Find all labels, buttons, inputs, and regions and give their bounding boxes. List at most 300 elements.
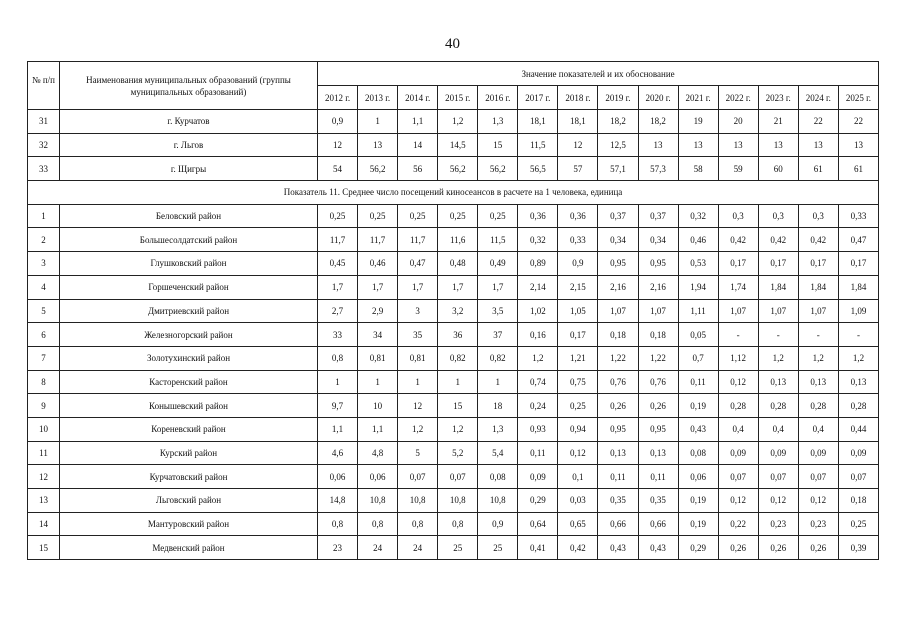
- value-cell: 0,12: [718, 489, 758, 513]
- value-cell: 0,49: [478, 252, 518, 276]
- value-cell: 10: [358, 394, 398, 418]
- value-cell: 0,46: [678, 228, 718, 252]
- value-cell: 13: [638, 133, 678, 157]
- row-number: 15: [28, 536, 60, 560]
- value-cell: 1,84: [838, 275, 878, 299]
- value-cell: 11,6: [438, 228, 478, 252]
- municipality-name: Мантуровский район: [60, 512, 318, 536]
- row-number: 31: [28, 110, 60, 134]
- value-cell: 57,3: [638, 157, 678, 181]
- page-number: 40: [445, 36, 460, 52]
- value-cell: 2,14: [518, 275, 558, 299]
- value-cell: 0,74: [518, 370, 558, 394]
- value-cell: 1,07: [638, 299, 678, 323]
- value-cell: 11,5: [478, 228, 518, 252]
- value-cell: 0,17: [718, 252, 758, 276]
- municipality-name: Кореневский район: [60, 417, 318, 441]
- table-row: [28, 536, 879, 560]
- value-cell: 0,12: [718, 370, 758, 394]
- header-year: 2015 г.: [438, 86, 478, 110]
- header-year: 2025 г.: [838, 86, 878, 110]
- value-cell: 0,07: [838, 465, 878, 489]
- value-cell: 0,17: [558, 323, 598, 347]
- value-cell: 0,03: [558, 489, 598, 513]
- value-cell: 0,19: [678, 394, 718, 418]
- value-cell: 0,25: [478, 204, 518, 228]
- value-cell: 0,36: [558, 204, 598, 228]
- value-cell: 56,2: [478, 157, 518, 181]
- value-cell: 5,2: [438, 441, 478, 465]
- value-cell: 21: [758, 110, 798, 134]
- value-cell: 0,26: [638, 394, 678, 418]
- value-cell: 0,26: [798, 536, 838, 560]
- value-cell: 0,25: [318, 204, 358, 228]
- value-cell: 0,17: [798, 252, 838, 276]
- value-cell: 0,45: [318, 252, 358, 276]
- value-cell: 10,8: [438, 489, 478, 513]
- value-cell: 18,1: [518, 110, 558, 134]
- value-cell: 22: [838, 110, 878, 134]
- header-year: 2016 г.: [478, 86, 518, 110]
- value-cell: 1,02: [518, 299, 558, 323]
- value-cell: 0,26: [758, 536, 798, 560]
- value-cell: 0,81: [358, 346, 398, 370]
- value-cell: 0,95: [638, 417, 678, 441]
- value-cell: 13: [838, 133, 878, 157]
- value-cell: 4,8: [358, 441, 398, 465]
- value-cell: 0,33: [838, 204, 878, 228]
- table-row: [28, 252, 879, 276]
- value-cell: 0,13: [638, 441, 678, 465]
- value-cell: 0,3: [798, 204, 838, 228]
- value-cell: 0,28: [758, 394, 798, 418]
- value-cell: 0,8: [318, 512, 358, 536]
- value-cell: 0,42: [798, 228, 838, 252]
- row-number: 3: [28, 252, 60, 276]
- value-cell: 18,1: [558, 110, 598, 134]
- value-cell: 0,95: [638, 252, 678, 276]
- value-cell: 0,07: [798, 465, 838, 489]
- value-cell: 1,7: [358, 275, 398, 299]
- value-cell: 1,2: [758, 346, 798, 370]
- value-cell: 24: [398, 536, 438, 560]
- municipality-name: Конышевский район: [60, 394, 318, 418]
- value-cell: 0,25: [358, 204, 398, 228]
- value-cell: 0,76: [638, 370, 678, 394]
- value-cell: 0,32: [518, 228, 558, 252]
- value-cell: 1,2: [438, 110, 478, 134]
- value-cell: 0,8: [358, 512, 398, 536]
- value-cell: 0,95: [598, 417, 638, 441]
- value-cell: 0,19: [678, 512, 718, 536]
- value-cell: 0,32: [678, 204, 718, 228]
- value-cell: 56: [398, 157, 438, 181]
- value-cell: 10,8: [478, 489, 518, 513]
- value-cell: 35: [398, 323, 438, 347]
- value-cell: 0,11: [638, 465, 678, 489]
- value-cell: 0,36: [518, 204, 558, 228]
- value-cell: 1,1: [358, 417, 398, 441]
- table-row: [28, 133, 879, 157]
- value-cell: 1,21: [558, 346, 598, 370]
- value-cell: 0,24: [518, 394, 558, 418]
- value-cell: 0,09: [758, 441, 798, 465]
- value-cell: 1,3: [478, 110, 518, 134]
- value-cell: 0,81: [398, 346, 438, 370]
- municipality-name: Золотухинский район: [60, 346, 318, 370]
- header-year: 2021 г.: [678, 86, 718, 110]
- table-row: [28, 370, 879, 394]
- value-cell: 25: [478, 536, 518, 560]
- value-cell: 23: [318, 536, 358, 560]
- row-number: 11: [28, 441, 60, 465]
- value-cell: 0,33: [558, 228, 598, 252]
- table-row: [28, 489, 879, 513]
- value-cell: 33: [318, 323, 358, 347]
- value-cell: 1,1: [398, 110, 438, 134]
- value-cell: 18,2: [638, 110, 678, 134]
- value-cell: -: [718, 323, 758, 347]
- value-cell: 2,16: [598, 275, 638, 299]
- value-cell: 1,07: [598, 299, 638, 323]
- header-year: 2019 г.: [598, 86, 638, 110]
- row-number: 1: [28, 204, 60, 228]
- value-cell: 0,7: [678, 346, 718, 370]
- header-year: 2020 г.: [638, 86, 678, 110]
- value-cell: 0,18: [598, 323, 638, 347]
- header-year: 2017 г.: [518, 86, 558, 110]
- value-cell: 1,3: [478, 417, 518, 441]
- value-cell: 18,2: [598, 110, 638, 134]
- row-number: 2: [28, 228, 60, 252]
- value-cell: 1: [438, 370, 478, 394]
- value-cell: 0,46: [358, 252, 398, 276]
- value-cell: 0,25: [558, 394, 598, 418]
- value-cell: 1,2: [798, 346, 838, 370]
- value-cell: 1,07: [798, 299, 838, 323]
- value-cell: -: [838, 323, 878, 347]
- value-cell: 3,2: [438, 299, 478, 323]
- value-cell: 2,16: [638, 275, 678, 299]
- municipality-name: г. Курчатов: [60, 110, 318, 134]
- value-cell: 0,94: [558, 417, 598, 441]
- value-cell: 2,7: [318, 299, 358, 323]
- value-cell: 11,7: [318, 228, 358, 252]
- value-cell: 0,82: [478, 346, 518, 370]
- value-cell: 14: [398, 133, 438, 157]
- section-title: Показатель 11. Среднее число посещений киносеансов в расчете на 1 человека, единица: [28, 181, 879, 205]
- header-name: Наименования муниципальных образований (группы муниципальных образований): [60, 62, 318, 110]
- value-cell: 0,12: [758, 489, 798, 513]
- value-cell: 0,29: [518, 489, 558, 513]
- value-cell: 0,65: [558, 512, 598, 536]
- value-cell: 0,9: [478, 512, 518, 536]
- municipality-name: Дмитриевский район: [60, 299, 318, 323]
- value-cell: 1: [478, 370, 518, 394]
- row-number: 32: [28, 133, 60, 157]
- value-cell: 1,05: [558, 299, 598, 323]
- value-cell: 1,94: [678, 275, 718, 299]
- value-cell: 1,07: [758, 299, 798, 323]
- value-cell: 0,41: [518, 536, 558, 560]
- value-cell: 0,4: [798, 417, 838, 441]
- value-cell: 0,19: [678, 489, 718, 513]
- municipality-name: Касторенский район: [60, 370, 318, 394]
- value-cell: 0,3: [758, 204, 798, 228]
- value-cell: 0,43: [678, 417, 718, 441]
- value-cell: 1,7: [318, 275, 358, 299]
- value-cell: 11,7: [398, 228, 438, 252]
- value-cell: 0,23: [798, 512, 838, 536]
- value-cell: 0,18: [638, 323, 678, 347]
- value-cell: 0,26: [718, 536, 758, 560]
- value-cell: 1,74: [718, 275, 758, 299]
- table-row: [28, 110, 879, 134]
- value-cell: 37: [478, 323, 518, 347]
- value-cell: 0,25: [838, 512, 878, 536]
- value-cell: 0,44: [838, 417, 878, 441]
- value-cell: 12: [318, 133, 358, 157]
- value-cell: 12: [398, 394, 438, 418]
- value-cell: 12: [558, 133, 598, 157]
- value-cell: 0,06: [318, 465, 358, 489]
- table-row: [28, 394, 879, 418]
- municipality-name: Медвенский район: [60, 536, 318, 560]
- value-cell: 0,09: [798, 441, 838, 465]
- value-cell: 0,4: [758, 417, 798, 441]
- value-cell: 0,09: [718, 441, 758, 465]
- value-cell: 0,39: [838, 536, 878, 560]
- table-row: [28, 275, 879, 299]
- table-row: [28, 465, 879, 489]
- value-cell: 0,16: [518, 323, 558, 347]
- value-cell: 0,95: [598, 252, 638, 276]
- value-cell: 11,5: [518, 133, 558, 157]
- municipality-name: Большесолдатский район: [60, 228, 318, 252]
- value-cell: 0,07: [758, 465, 798, 489]
- value-cell: 0,76: [598, 370, 638, 394]
- section-row: [28, 181, 879, 205]
- value-cell: 61: [798, 157, 838, 181]
- value-cell: 0,82: [438, 346, 478, 370]
- value-cell: 0,42: [718, 228, 758, 252]
- value-cell: 0,09: [518, 465, 558, 489]
- value-cell: 1,09: [838, 299, 878, 323]
- table-row: [28, 204, 879, 228]
- header-year: 2012 г.: [318, 86, 358, 110]
- row-number: 9: [28, 394, 60, 418]
- row-number: 33: [28, 157, 60, 181]
- value-cell: 1,2: [438, 417, 478, 441]
- value-cell: 3,5: [478, 299, 518, 323]
- value-cell: 10,8: [398, 489, 438, 513]
- value-cell: 0,37: [638, 204, 678, 228]
- value-cell: 1,7: [478, 275, 518, 299]
- value-cell: 0,08: [678, 441, 718, 465]
- value-cell: 1: [358, 370, 398, 394]
- table-row: [28, 299, 879, 323]
- header-year: 2013 г.: [358, 86, 398, 110]
- value-cell: 0,22: [718, 512, 758, 536]
- value-cell: 1,1: [318, 417, 358, 441]
- value-cell: 0,4: [718, 417, 758, 441]
- value-cell: 13: [358, 133, 398, 157]
- value-cell: 0,93: [518, 417, 558, 441]
- value-cell: 0,18: [838, 489, 878, 513]
- value-cell: 0,8: [318, 346, 358, 370]
- row-number: 13: [28, 489, 60, 513]
- indicator-table: [27, 61, 879, 560]
- municipality-name: г. Льгов: [60, 133, 318, 157]
- value-cell: 0,9: [558, 252, 598, 276]
- municipality-name: г. Щигры: [60, 157, 318, 181]
- value-cell: 1,7: [438, 275, 478, 299]
- value-cell: 15: [438, 394, 478, 418]
- value-cell: 0,13: [798, 370, 838, 394]
- value-cell: 1,7: [398, 275, 438, 299]
- value-cell: 1,07: [718, 299, 758, 323]
- value-cell: 1,11: [678, 299, 718, 323]
- municipality-name: Льговский район: [60, 489, 318, 513]
- value-cell: 0,11: [678, 370, 718, 394]
- value-cell: 0,28: [838, 394, 878, 418]
- value-cell: 0,37: [598, 204, 638, 228]
- value-cell: 0,25: [438, 204, 478, 228]
- table-row: [28, 228, 879, 252]
- value-cell: 0,28: [718, 394, 758, 418]
- value-cell: 20: [718, 110, 758, 134]
- value-cell: 0,43: [638, 536, 678, 560]
- value-cell: 15: [478, 133, 518, 157]
- value-cell: 0,06: [678, 465, 718, 489]
- table-row: [28, 346, 879, 370]
- value-cell: 19: [678, 110, 718, 134]
- value-cell: 57,1: [598, 157, 638, 181]
- value-cell: 61: [838, 157, 878, 181]
- value-cell: 0,26: [598, 394, 638, 418]
- value-cell: 1,84: [758, 275, 798, 299]
- value-cell: 0,75: [558, 370, 598, 394]
- value-cell: 0,23: [758, 512, 798, 536]
- value-cell: 0,47: [838, 228, 878, 252]
- value-cell: 0,64: [518, 512, 558, 536]
- header-year: 2023 г.: [758, 86, 798, 110]
- value-cell: 1,22: [638, 346, 678, 370]
- row-number: 6: [28, 323, 60, 347]
- value-cell: 5: [398, 441, 438, 465]
- value-cell: 34: [358, 323, 398, 347]
- value-cell: 56,2: [438, 157, 478, 181]
- value-cell: 0,17: [838, 252, 878, 276]
- value-cell: 0,42: [558, 536, 598, 560]
- row-number: 8: [28, 370, 60, 394]
- value-cell: 54: [318, 157, 358, 181]
- header-year: 2018 г.: [558, 86, 598, 110]
- value-cell: 14,5: [438, 133, 478, 157]
- value-cell: 10,8: [358, 489, 398, 513]
- table-row: [28, 417, 879, 441]
- value-cell: 0,13: [838, 370, 878, 394]
- value-cell: 0,07: [438, 465, 478, 489]
- value-cell: 14,8: [318, 489, 358, 513]
- value-cell: 1: [318, 370, 358, 394]
- value-cell: 0,11: [518, 441, 558, 465]
- value-cell: 2,15: [558, 275, 598, 299]
- value-cell: 0,05: [678, 323, 718, 347]
- value-cell: 0,34: [598, 228, 638, 252]
- table-row: [28, 157, 879, 181]
- value-cell: 0,09: [838, 441, 878, 465]
- value-cell: 24: [358, 536, 398, 560]
- value-cell: -: [798, 323, 838, 347]
- value-cell: 0,8: [438, 512, 478, 536]
- value-cell: 25: [438, 536, 478, 560]
- municipality-name: Горшеченский район: [60, 275, 318, 299]
- value-cell: 60: [758, 157, 798, 181]
- value-cell: 0,06: [358, 465, 398, 489]
- header-year: 2024 г.: [798, 86, 838, 110]
- value-cell: 0,12: [558, 441, 598, 465]
- value-cell: 1: [398, 370, 438, 394]
- value-cell: 0,48: [438, 252, 478, 276]
- value-cell: 0,13: [598, 441, 638, 465]
- value-cell: 0,25: [398, 204, 438, 228]
- value-cell: 0,43: [598, 536, 638, 560]
- value-cell: 0,8: [398, 512, 438, 536]
- municipality-name: Курский район: [60, 441, 318, 465]
- value-cell: 1,12: [718, 346, 758, 370]
- value-cell: -: [758, 323, 798, 347]
- row-number: 5: [28, 299, 60, 323]
- value-cell: 0,29: [678, 536, 718, 560]
- row-number: 12: [28, 465, 60, 489]
- value-cell: 13: [798, 133, 838, 157]
- table-row: [28, 512, 879, 536]
- value-cell: 4,6: [318, 441, 358, 465]
- value-cell: 0,13: [758, 370, 798, 394]
- value-cell: 1,2: [398, 417, 438, 441]
- header-year: 2014 г.: [398, 86, 438, 110]
- value-cell: 0,17: [758, 252, 798, 276]
- value-cell: 56,2: [358, 157, 398, 181]
- value-cell: 9,7: [318, 394, 358, 418]
- value-cell: 0,9: [318, 110, 358, 134]
- value-cell: 0,11: [598, 465, 638, 489]
- value-cell: 0,35: [598, 489, 638, 513]
- value-cell: 12,5: [598, 133, 638, 157]
- value-cell: 56,5: [518, 157, 558, 181]
- value-cell: 5,4: [478, 441, 518, 465]
- header-values: Значение показателей и их обоснование: [318, 62, 879, 86]
- value-cell: 0,89: [518, 252, 558, 276]
- row-number: 4: [28, 275, 60, 299]
- table-row: [28, 323, 879, 347]
- municipality-name: Железногорский район: [60, 323, 318, 347]
- header-year: 2022 г.: [718, 86, 758, 110]
- value-cell: 1,2: [518, 346, 558, 370]
- table-body-top: [28, 110, 879, 181]
- value-cell: 0,07: [398, 465, 438, 489]
- value-cell: 0,53: [678, 252, 718, 276]
- municipality-name: Курчатовский район: [60, 465, 318, 489]
- value-cell: 3: [398, 299, 438, 323]
- value-cell: 0,35: [638, 489, 678, 513]
- value-cell: 0,07: [718, 465, 758, 489]
- row-number: 10: [28, 417, 60, 441]
- value-cell: 0,47: [398, 252, 438, 276]
- row-number: 14: [28, 512, 60, 536]
- value-cell: 13: [678, 133, 718, 157]
